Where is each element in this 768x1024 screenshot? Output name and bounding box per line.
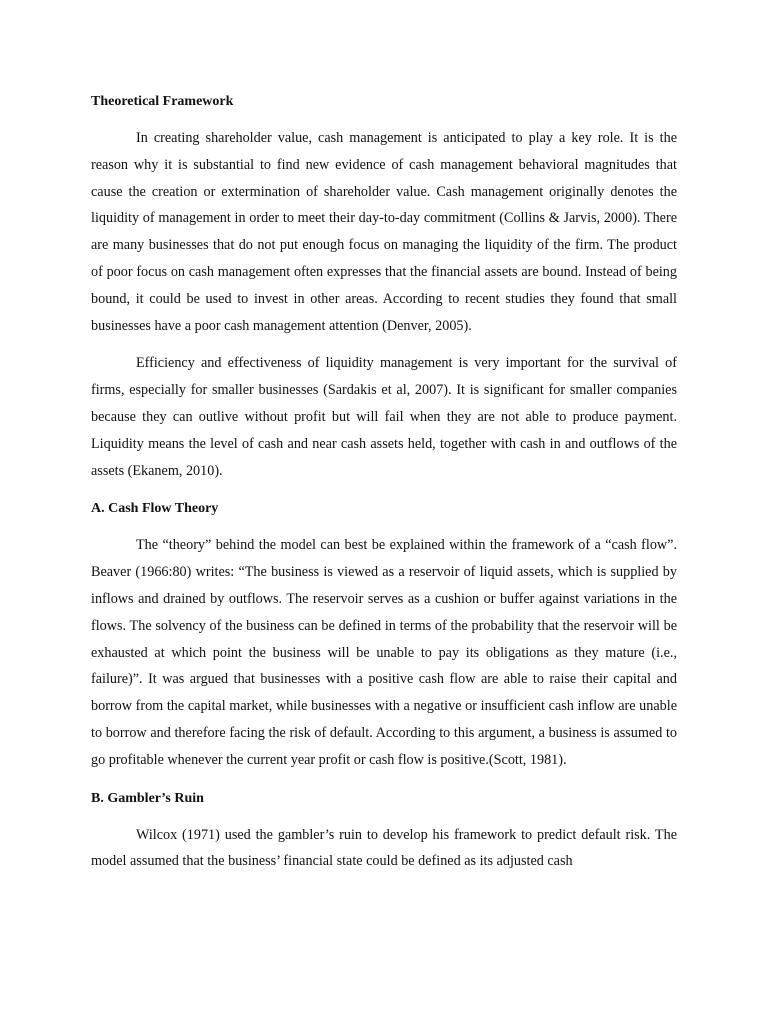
document-page	[91, 88, 677, 875]
section-a-paragraph: The “theory” behind the model can best be explained within the framework of a “cash flow”. Beaver (1966:80) writes: “The business is viewed as a reservoir of liquid assets, which is supplied by inflows and drained by outflows. The reservoir serves as a cushion or buffer against variations in the flows. The solvency of the business can be defined in terms of the probability that the reservoir will be exhausted at which point the business will be unable to pay its obligations as they mature (i.e., failure)”. It was argued that businesses with a positive cash flow are able to raise their capital and borrow from the capital market, while businesses with a negative or insufficient cash inflow are unable to borrow and therefore facing the risk of default. According to this argument, a business is assumed to go profitable whenever the current year profit or cash flow is positive.(Scott, 1981).	[91, 537, 677, 768]
page-title: Theoretical Framework	[91, 94, 234, 109]
section-a-heading: A. Cash Flow Theory	[91, 501, 219, 517]
intro-paragraph-1: In creating shareholder value, cash management is anticipated to play a key role. It is the reason why it is substantial to find new evidence of cash management behavioral magnitudes that cause the creation or extermination of shareholder value. Cash management originally denotes the liquidity of management in order to meet their day-to-day commitment (Collins & Jarvis, 2000). There are many businesses that do not put enough focus on managing the liquidity of the firm. The product of poor focus on cash management often expresses that the financial assets are bound. Instead of being bound, it could be used to invest in other areas. According to recent studies they found that small businesses have a poor cash management attention (Denver, 2005).	[91, 130, 677, 334]
section-b-heading: B. Gambler’s Ruin	[91, 790, 204, 806]
intro-paragraph-2: Efficiency and effectiveness of liquidity management is very important for the survival of firms, especially for smaller businesses (Sardakis et al, 2007). It is significant for smaller companies because they can outlive without profit but will fail when they are not able to produce payment. Liquidity means the level of cash and near cash assets held, together with cash in and outflows of the assets (Ekanem, 2010).	[91, 355, 677, 479]
section-b-paragraph: Wilcox (1971) used the gambler’s ruin to develop his framework to predict default risk. The model assumed that the business’ financial state could be defined as its adjusted cash	[91, 826, 677, 870]
